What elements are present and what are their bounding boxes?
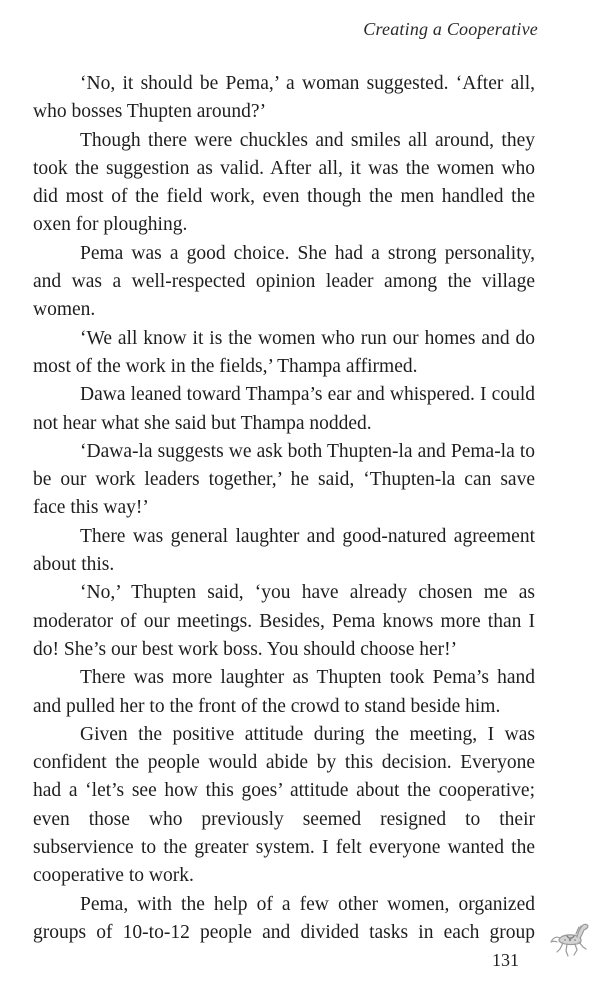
paragraph: Though there were chuckles and smiles all around, they took the suggestion as valid. After all, it was the women who did most of the field work, even though the men handled the oxen for ploughing. <box>33 129 535 236</box>
horse-ornament-icon <box>548 918 592 960</box>
page-number: 131 <box>492 950 519 970</box>
paragraph: ‘No, it should be Pema,’ a woman suggested. ‘After all, who bosses Thupten around?’ <box>33 73 535 123</box>
body-text <box>33 70 535 947</box>
running-head: Creating a Cooperative <box>363 19 538 39</box>
paragraph: Given the positive attitude during the meeting, I was confident the people would abide by this decision. Everyone had a ‘let’s see how this goes’ attitude about the cooperative; even those who previously seemed resigned to their subservience to the greater system. I felt everyone wanted the cooperative to work. <box>33 723 535 887</box>
paragraph: ‘We all know it is the women who run our homes and do most of the work in the fields,’ Thampa affirmed. <box>33 327 535 377</box>
paragraph: Pema was a good choice. She had a strong personality, and was a well-respected opinion leader among the village women. <box>33 242 535 321</box>
paragraph: ‘No,’ Thupten said, ‘you have already chosen me as moderator of our meetings. Besides, Pema knows more than I do! She’s our best work boss. You should choose her!’ <box>33 582 535 660</box>
paragraph: ‘Dawa-la suggests we ask both Thupten-la and Pema-la to be our work leaders together,’ he said, ‘Thupten-la can save face this way!’ <box>33 440 535 519</box>
paragraph: There was general laughter and good-natured agreement about this. <box>33 525 535 576</box>
paragraph: There was more laughter as Thupten took Pema’s hand and pulled her to the front of the crowd to stand beside him. <box>33 667 535 717</box>
paragraph: Pema, with the help of a few other women, organized groups of 10-to-12 people and divided tasks in each group <box>33 893 535 943</box>
paragraph: Dawa leaned toward Thampa’s ear and whispered. I could not hear what she said but Thampa nodded. <box>33 384 535 434</box>
